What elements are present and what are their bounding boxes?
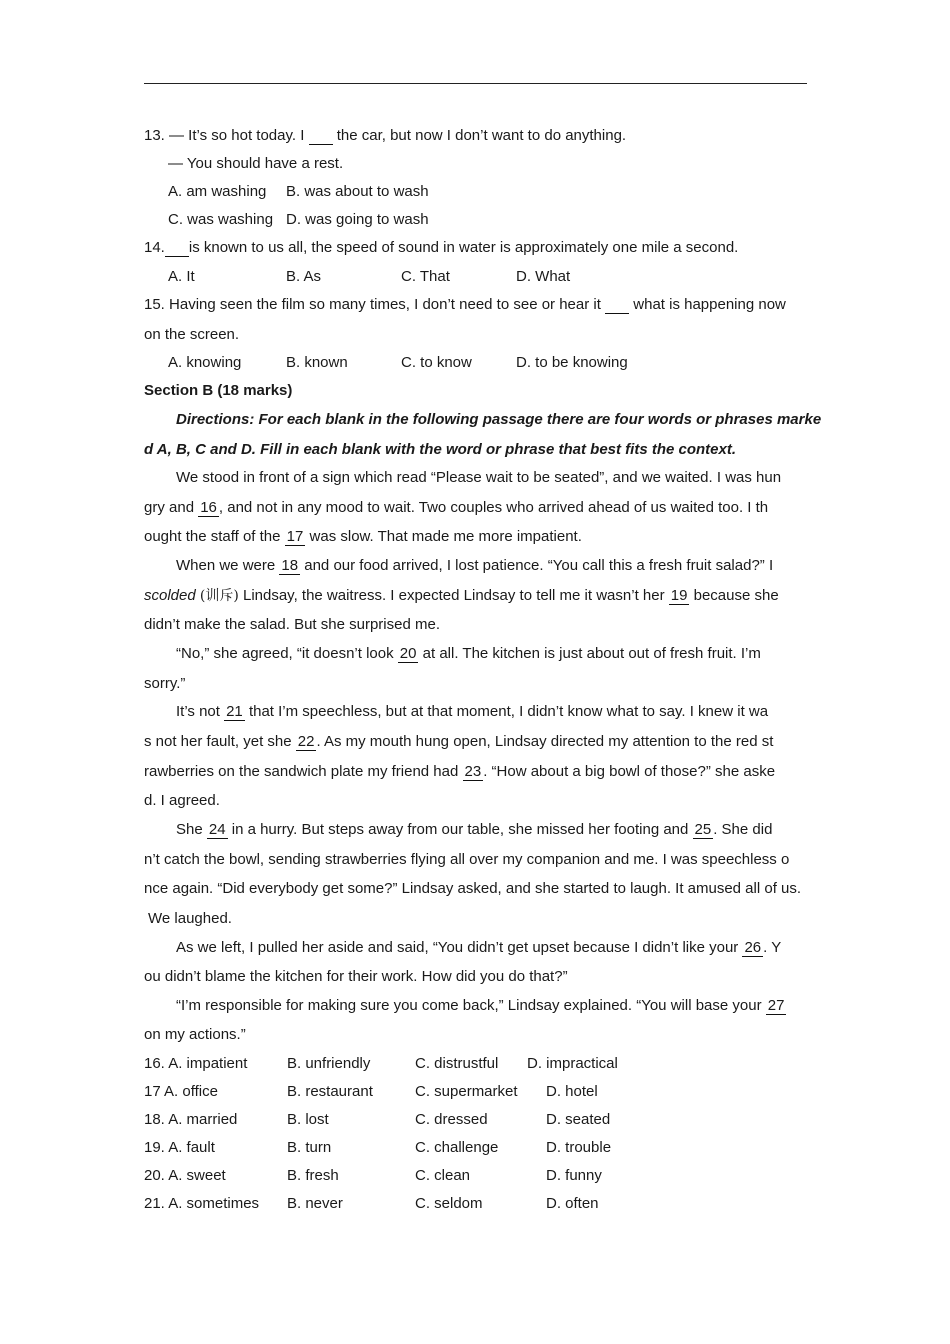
answer-18-a: 18. A. married — [144, 1111, 238, 1128]
passage-line — [176, 644, 761, 664]
q15-stem-start: 15. Having seen the film so many times, I don’t need to see or hear it — [144, 296, 601, 313]
chinese-gloss: (训斥) — [199, 588, 239, 604]
passage-line: d. I agreed. — [144, 792, 220, 809]
passage-text: , and not in any mood to wait. Two couples who arrived ahead of us waited too. I th — [218, 499, 769, 516]
answer-21-a: 21. A. sometimes — [144, 1195, 260, 1212]
answer-16-a: 16. A. impatient — [144, 1055, 248, 1072]
passage-line: on my actions.” — [144, 1026, 246, 1043]
answer-17-b: B. restaurant — [287, 1083, 373, 1100]
q14-option-b: B. As — [286, 268, 322, 285]
answer-19-c: C. challenge — [415, 1139, 499, 1156]
passage-text: s not her fault, yet she — [144, 733, 292, 750]
passage-text: As we left, I pulled her aside and said, “You didn’t get upset because I didn’t like your — [176, 939, 739, 956]
blank-19: 19 — [670, 587, 688, 604]
blank-24: 24 — [208, 821, 226, 838]
q13-stem-end: the car, but now I don’t want to do anything. — [336, 127, 627, 144]
answer-21-b: B. never — [287, 1195, 343, 1212]
passage-line — [144, 498, 768, 518]
passage-line — [144, 732, 773, 752]
q15-blank — [605, 296, 629, 314]
blank-17: 17 — [286, 528, 304, 545]
passage-line: ou didn’t blame the kitchen for their work. How did you do that?” — [144, 968, 568, 985]
passage-text: . Y — [763, 939, 782, 956]
passage-text: “I’m responsible for making sure you come back,” Lindsay explained. “You will base your — [176, 997, 762, 1014]
blank-21: 21 — [226, 703, 243, 720]
blank-25: 25 — [694, 821, 712, 838]
q15-option-d: D. to be knowing — [516, 354, 628, 371]
q13-option-d: D. was going to wash — [286, 211, 429, 228]
q13-option-c: C. was washing — [168, 211, 274, 228]
q13-blank — [309, 127, 333, 145]
answer-18-c: C. dressed — [415, 1111, 488, 1128]
q14-stem-text: is known to us all, the speed of sound in water is approximately one mile a second. — [188, 239, 739, 256]
answer-21-d: D. often — [546, 1195, 599, 1212]
q14-stem — [144, 238, 738, 258]
q15-stem-cont: on the screen. — [144, 326, 240, 343]
q15-option-c: C. to know — [401, 354, 472, 371]
passage-line — [176, 820, 772, 840]
answer-19-d: D. trouble — [546, 1139, 612, 1156]
header-rule — [144, 83, 807, 84]
passage-text: in a hurry. But steps away from our table, she missed her footing and — [231, 821, 689, 838]
passage-text: and our food arrived, I lost patience. “You call this a fresh fruit salad?” I — [304, 557, 774, 574]
blank-22: 22 — [297, 733, 315, 750]
scolded-word: scolded — [144, 587, 196, 604]
answer-18-b: B. lost — [287, 1111, 329, 1128]
answer-19-b: B. turn — [287, 1139, 332, 1156]
q13-option-b: B. was about to wash — [286, 183, 429, 200]
directions-line-1: Directions: For each blank in the following passage there are four words or phrases marke — [176, 411, 822, 428]
passage-line — [144, 762, 775, 782]
passage-text: . She did — [713, 821, 773, 838]
passage-text: because she — [693, 587, 779, 604]
q15-option-a: A. knowing — [168, 354, 242, 371]
answer-18-d: D. seated — [546, 1111, 611, 1128]
blank-18: 18 — [281, 557, 299, 574]
answer-19-a: 19. A. fault — [144, 1139, 215, 1156]
q13-reply: — You should have a rest. — [168, 155, 344, 172]
answer-20-b: B. fresh — [287, 1167, 339, 1184]
passage-line: n’t catch the bowl, sending strawberries flying all over my companion and me. I was speechless o — [144, 851, 790, 868]
passage-line — [176, 556, 773, 576]
q14-number: 14. — [144, 239, 165, 256]
answer-16-c: C. distrustful — [415, 1055, 499, 1072]
passage-text: “No,” she agreed, “it doesn’t look — [176, 645, 394, 662]
passage-line — [176, 702, 768, 722]
passage-line: We laughed. — [148, 910, 232, 927]
passage-text: gry and — [144, 499, 195, 516]
blank-16: 16 — [200, 499, 217, 516]
passage-line — [176, 996, 786, 1016]
q15-stem-end: what is happening now — [633, 296, 786, 313]
section-title: Section B (18 marks) — [144, 382, 293, 399]
passage-text: that I’m speechless, but at that moment, I didn’t know what to say. I knew it wa — [248, 703, 769, 720]
q14-blank — [165, 239, 189, 257]
passage-text: rawberries on the sandwich plate my friend had — [144, 763, 459, 780]
blank-27: 27 — [767, 997, 785, 1014]
q13-stem — [144, 126, 626, 146]
passage-text: When we were — [176, 557, 276, 574]
passage-text: . “How about a big bowl of those?” she aske — [483, 763, 776, 780]
q15-option-b: B. known — [286, 354, 348, 371]
answer-20-c: C. clean — [415, 1167, 471, 1184]
q14-option-a: A. It — [168, 268, 195, 285]
passage-text: It’s not — [176, 703, 220, 720]
passage-line: We stood in front of a sign which read “Please wait to be seated”, and we waited. I was hun — [176, 469, 782, 486]
answer-20-d: D. funny — [546, 1167, 602, 1184]
passage-line: didn’t make the salad. But she surprised me. — [144, 616, 440, 633]
answer-17-d: D. hotel — [546, 1083, 598, 1100]
passage-line: nce again. “Did everybody get some?” Lindsay asked, and she started to laugh. It amused all of us. — [144, 880, 802, 897]
passage-text: was slow. That made me more impatient. — [309, 528, 582, 545]
blank-26: 26 — [744, 939, 762, 956]
passage-text: at all. The kitchen is just about out of fresh fruit. I’m — [422, 645, 761, 662]
passage-text: She — [176, 821, 203, 838]
answer-17-a: 17 A. office — [144, 1083, 218, 1100]
passage-line — [144, 586, 779, 606]
q13-option-a: A. am washing — [168, 183, 267, 200]
q13-stem-start: 13. — It’s so hot today. I — [144, 127, 305, 144]
answer-21-c: C. seldom — [415, 1195, 483, 1212]
answer-16-d: D. impractical — [527, 1055, 618, 1072]
q14-option-c: C. That — [401, 268, 450, 285]
answer-17-c: C. supermarket — [415, 1083, 518, 1100]
q15-stem — [144, 295, 786, 315]
directions-line-2: d A, B, C and D. Fill in each blank with the word or phrase that best fits the context. — [144, 441, 737, 458]
blank-23: 23 — [464, 763, 482, 780]
q14-option-d: D. What — [516, 268, 571, 285]
passage-text: ought the staff of the — [144, 528, 281, 545]
passage-line: sorry.” — [144, 675, 186, 692]
blank-20: 20 — [399, 645, 417, 662]
answer-20-a: 20. A. sweet — [144, 1167, 226, 1184]
passage-line — [176, 938, 781, 958]
passage-text: . As my mouth hung open, Lindsay directed my attention to the red st — [316, 733, 774, 750]
passage-text: Lindsay, the waitress. I expected Lindsay to tell me it wasn’t her — [242, 587, 665, 604]
passage-line — [144, 527, 582, 547]
answer-16-b: B. unfriendly — [287, 1055, 371, 1072]
